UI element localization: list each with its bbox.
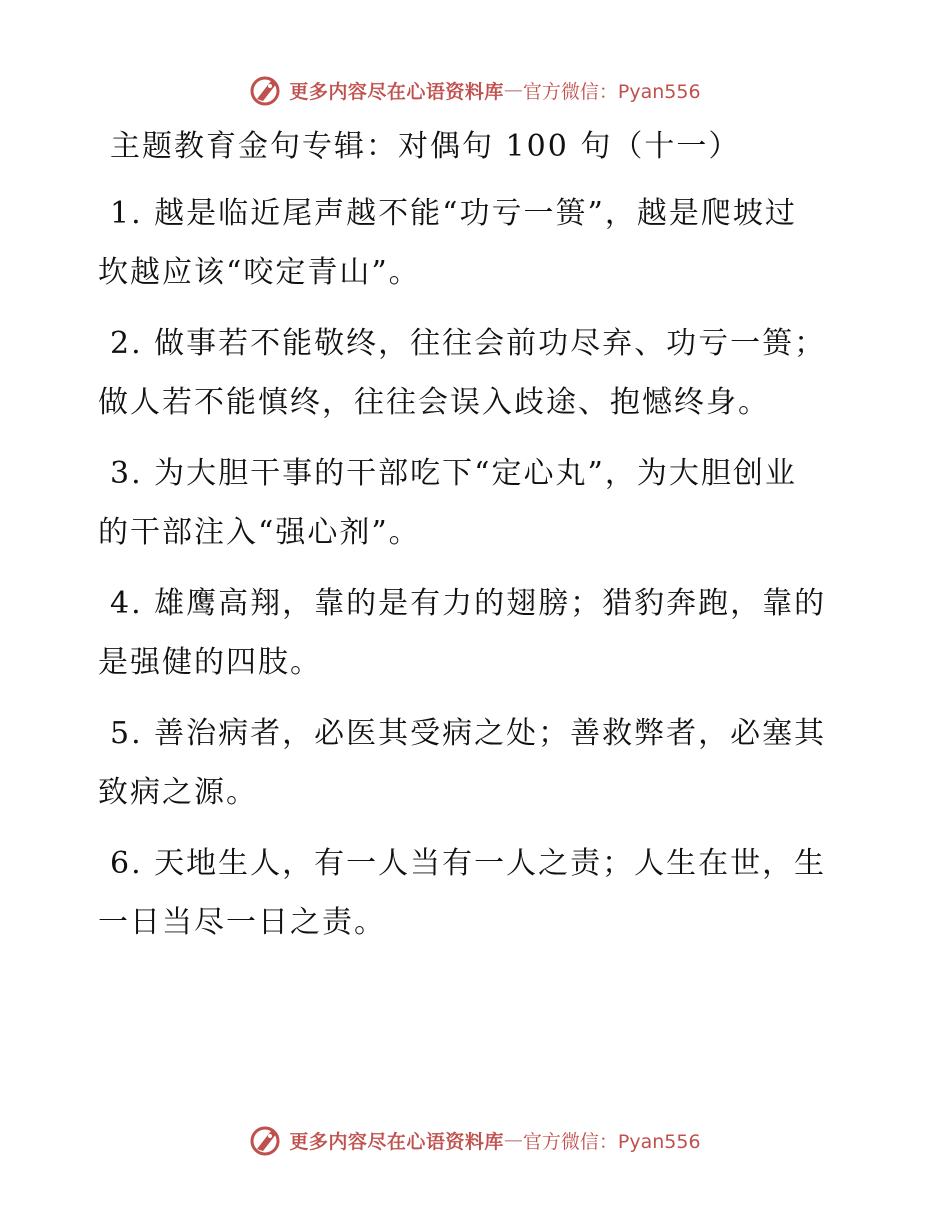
- watermark-dash: —: [503, 1129, 523, 1151]
- pen-nib-logo-icon: [249, 1123, 283, 1157]
- header-watermark-banner: [0, 70, 950, 110]
- quote-item-6: 6. 天地生人，有一人当有一人之责；人生在世，生一日当尽一日之责。: [98, 846, 827, 940]
- watermark-contact: 官方微信：Pyan556: [522, 1130, 701, 1153]
- document-title: 主题教育金句专辑：对偶句 100 句（十一）: [110, 129, 741, 164]
- quote-item-4: 4. 雄鹰高翔，靠的是有力的翅膀；猎豹奔跑，靠的是强健的四肢。: [98, 586, 827, 680]
- pen-nib-logo-icon: [249, 73, 283, 107]
- quote-item-2: 2. 做事若不能敬终，往往会前功尽弃、功亏一篑；做人若不能慎终，往往会误入歧途、抱憾终身。: [98, 326, 827, 420]
- footer-watermark-banner: [0, 1120, 950, 1160]
- watermark-text: 更多内容尽在心语资料库: [289, 1130, 504, 1153]
- watermark-text: 更多内容尽在心语资料库: [289, 80, 504, 103]
- watermark-dash: —: [503, 79, 523, 101]
- quote-item-3: 3. 为大胆干事的干部吃下“定心丸”，为大胆创业的干部注入“强心剂”。: [98, 456, 797, 550]
- quote-item-5: 5. 善治病者，必医其受病之处；善救弊者，必塞其致病之源。: [98, 716, 827, 810]
- document-body: [98, 118, 828, 964]
- watermark-contact: 官方微信：Pyan556: [522, 80, 701, 103]
- quote-item-1: 1. 越是临近尾声越不能“功亏一篑”，越是爬坡过坎越应该“咬定青山”。: [98, 196, 797, 290]
